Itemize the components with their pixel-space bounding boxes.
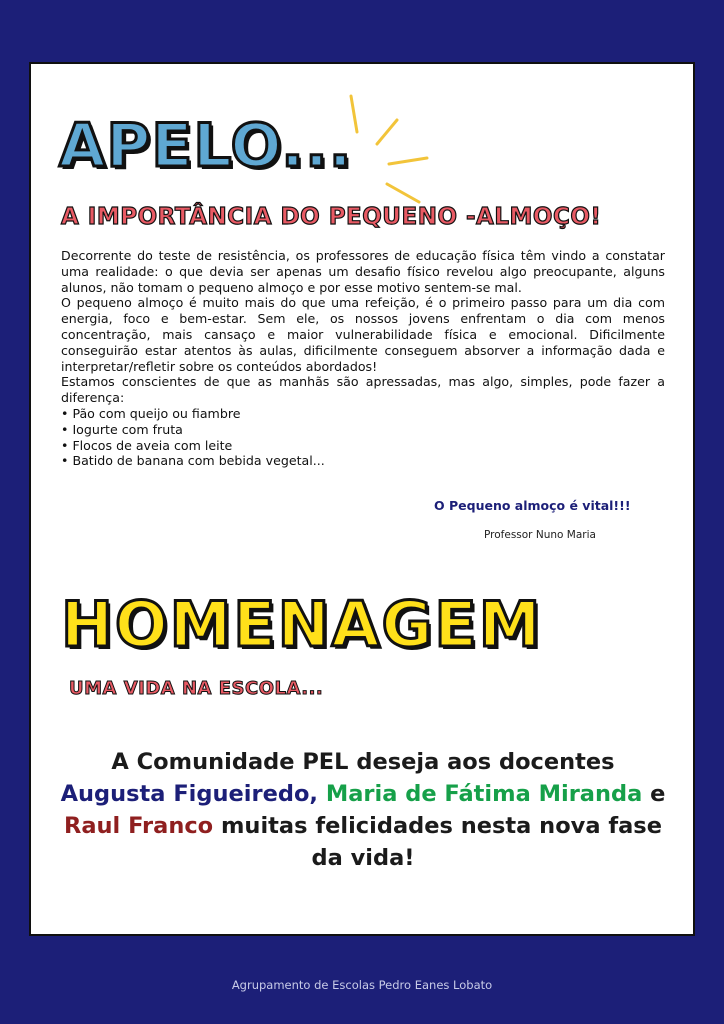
author-signature: Professor Nuno Maria: [484, 529, 596, 541]
tribute-separator: ,: [309, 781, 318, 807]
honoree-name-3: Raul Franco: [64, 813, 214, 839]
paragraph: Decorrente do teste de resistência, os professores de educação física têm vindo a constatar uma realidade: o que devia ser apenas um desafio físico revelou algo preocupante, alguns alunos, não tomam o pequeno almoço e por esse motivo sentem-se mal.: [61, 248, 665, 295]
footer-school-name: Agrupamento de Escolas Pedro Eanes Lobato: [231, 978, 493, 992]
list-item: • Flocos de aveia com leite: [61, 438, 665, 454]
homenagem-subtitle: UMA VIDA NA ESCOLA...: [69, 678, 324, 699]
honoree-name-2: Maria de Fátima Miranda: [325, 781, 643, 807]
list-item: • Iogurte com fruta: [61, 422, 665, 438]
breakfast-list: [61, 406, 665, 469]
tagline: O Pequeno almoço é vital!!!: [434, 498, 631, 513]
apelo-body: [61, 248, 665, 469]
paragraph: Estamos conscientes de que as manhãs são apressadas, mas algo, simples, pode fazer a diferença:: [61, 374, 665, 406]
tribute-message: [51, 746, 675, 874]
list-item: • Pão com queijo ou fiambre: [61, 406, 665, 422]
tribute-separator: e: [650, 781, 666, 807]
newsletter-page: [29, 62, 695, 936]
tribute-outro: muitas felicidades nesta nova fase da vida!: [220, 813, 662, 871]
honoree-name-1: Augusta Figueiredo: [60, 781, 310, 807]
apelo-title: APELO...: [59, 111, 353, 181]
homenagem-title: HOMENAGEM: [61, 588, 543, 661]
paragraph: O pequeno almoço é muito mais do que uma refeição, é o primeiro passo para um dia com energia, foco e bem-estar. Sem ele, os nossos jovens enfrentam o dia com menos concentração, mais cansaço e maior vulnerabilidade física e emocional. Dificilmente conseguirão estar atentos às aulas, dificilmente conseguem absorver a informação dada e interpretar/refletir sobre os conteúdos abordados!: [61, 295, 665, 374]
tribute-intro: A Comunidade PEL deseja aos docentes: [111, 749, 615, 775]
list-item: • Batido de banana com bebida vegetal...: [61, 453, 665, 469]
burst-rays-icon: [343, 92, 463, 212]
apelo-subtitle: A IMPORTÂNCIA DO PEQUENO -ALMOÇO!: [61, 204, 602, 230]
